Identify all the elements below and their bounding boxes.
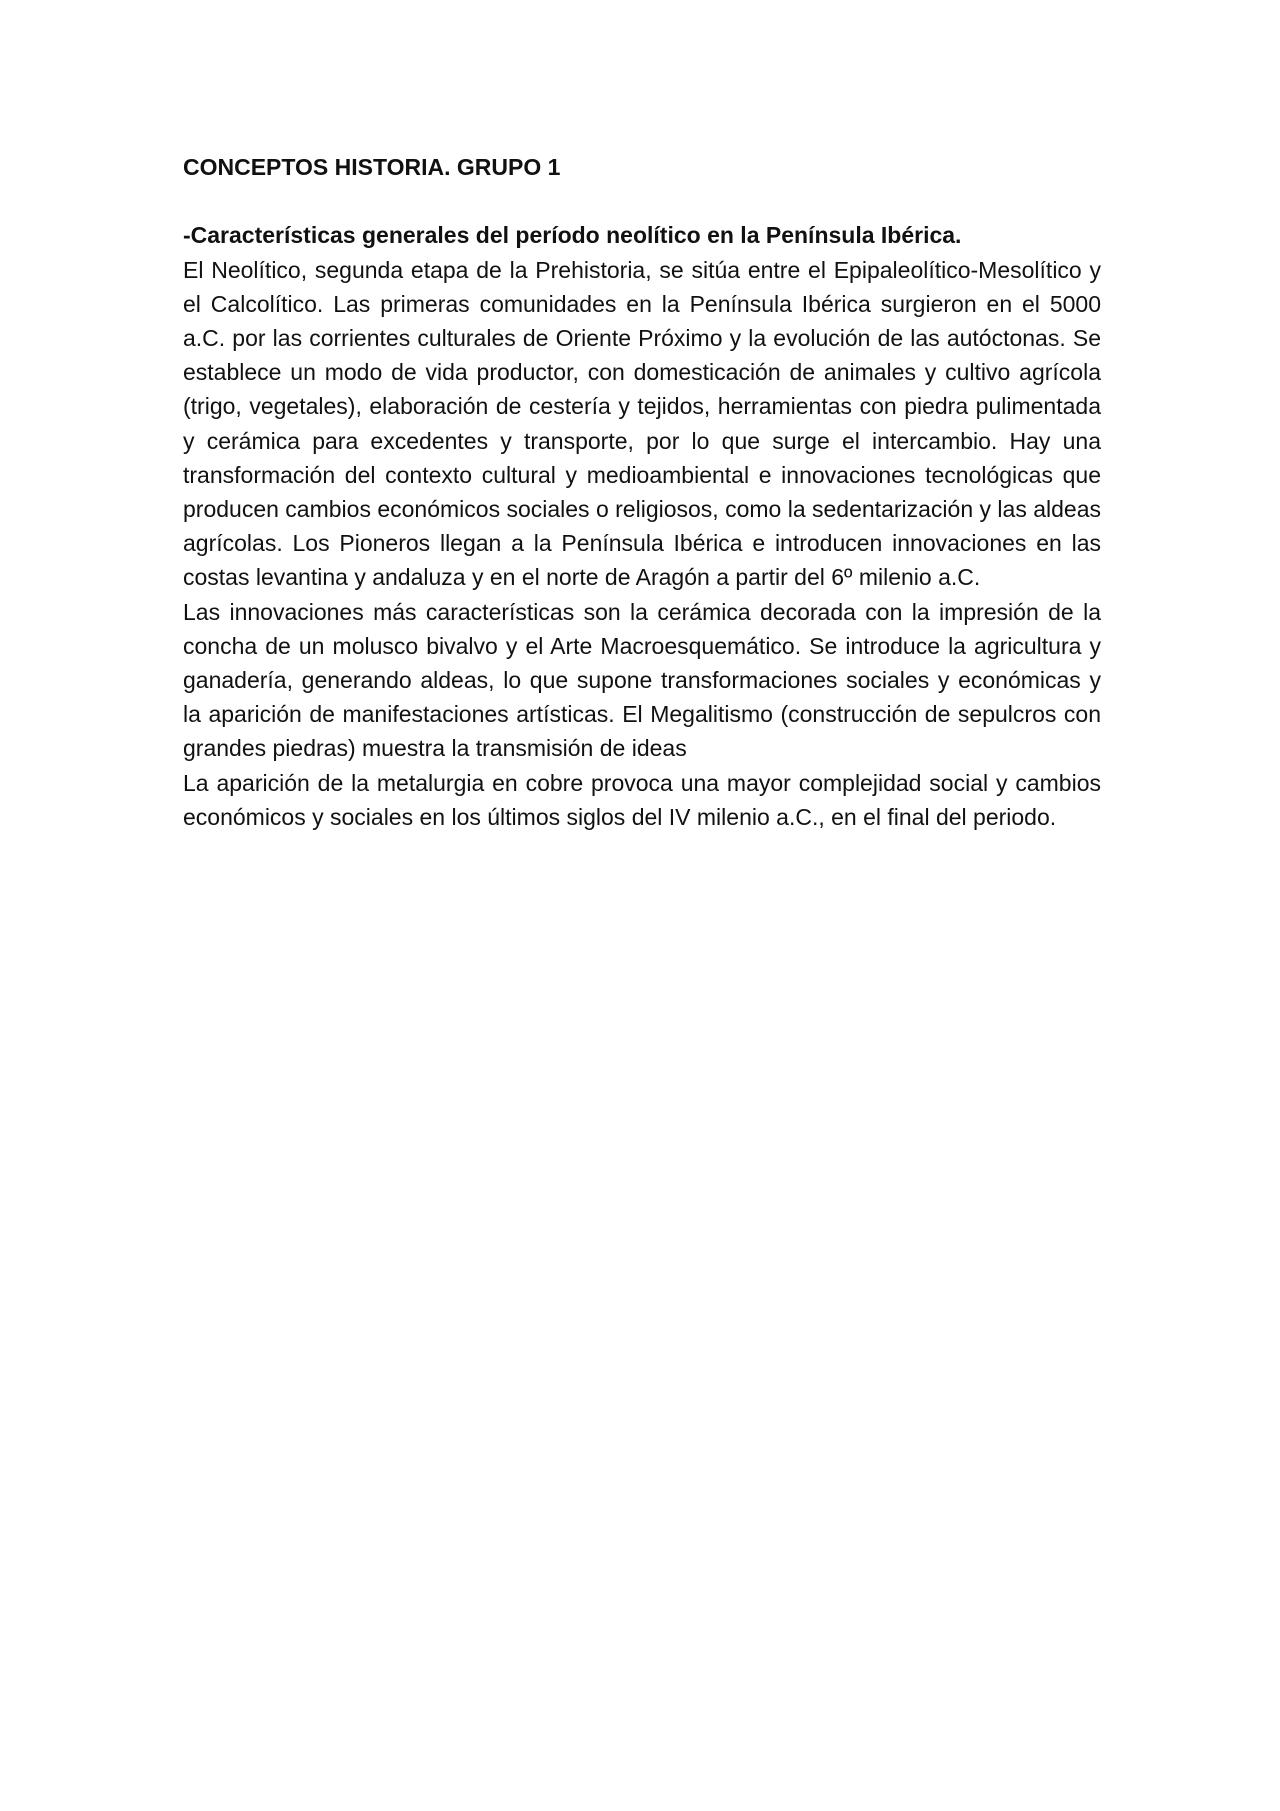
- section-heading: -Características generales del período neolítico en la Península Ibérica.: [183, 222, 962, 249]
- paragraph-metalurgia: La aparición de la metalurgia en cobre provoca una mayor complejidad social y cambios económicos y sociales en los últimos siglos del IV milenio a.C., en el final del periodo.: [183, 769, 1101, 830]
- paragraph-innovaciones: Las innovaciones más características son la cerámica decorada con la impresión de la concha de un molusco bivalvo y el Arte Macroesquemático. Se introduce la agricultura y ganadería, generando aldeas, lo que supone transformaciones sociales y económicas y la aparición de manifestaciones artísticas. El Megalitismo (construcción de sepulcros con grandes piedras) muestra la transmisión de ideas: [183, 598, 1101, 762]
- document-title: CONCEPTOS HISTORIA. GRUPO 1: [183, 154, 561, 180]
- blank-line: [183, 184, 1101, 218]
- document-body: [183, 150, 1101, 834]
- paragraph-neolitico: El Neolítico, segunda etapa de la Prehistoria, se sitúa entre el Epipaleolítico-Mesolítico y el Calcolítico. Las primeras comunidades en la Península Ibérica surgieron en el 5000 a.C. por las corrientes culturales de Oriente Próximo y la evolución de las autóctonas. Se establece un modo de vida productor, con domesticación de animales y cultivo agrícola (trigo, vegetales), elaboración de cestería y tejidos, herramientas con piedra pulimentada y cerámica para excedentes y transporte, por lo que surge el intercambio. Hay una transformación del contexto cultural y medioambiental e innovaciones tecnológicas que producen cambios económicos sociales o religiosos, como la sedentarización y las aldeas agrícolas. Los Pioneros llegan a la Península Ibérica e introducen innovaciones en las costas levantina y andaluza y en el norte de Aragón a partir del 6º milenio a.C.: [183, 256, 1101, 591]
